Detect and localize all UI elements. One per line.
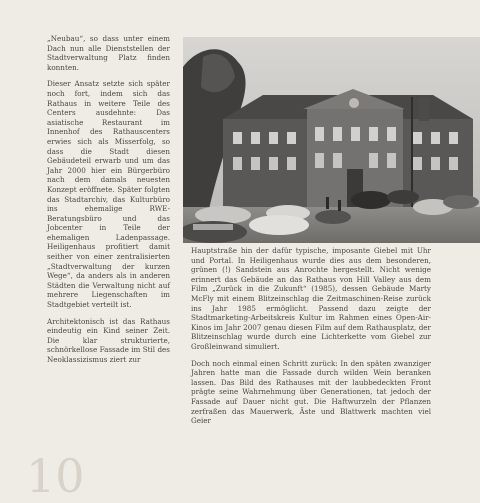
paragraph: Dieser Ansatz setzte sich später noch fort, indem sich das Rathaus in weitere Teile des Centers ausdehnte: Das asiatische Restaurant im Innenhof des Rathauscenters erwies sich als Misserfolg, so dass die Stadt diesen Gebäudeteil erwarb und um das Jahr 2000 hier ein Bürgerbüro nach dem damals neuesten Konzept eröffnete. Später folgten das Stadtarchiv, das Kulturbüro ins ehemalige RWE-Beratungsbüro und das Jobcenter in Teile der ehemaligen Ladenpassage. Heiligenhaus profitiert damit seither von einer zentralisierten „Stadtverwaltung der kurzen Wege“, da anders als in anderen Städten die Verwaltung nicht auf mehrere Liegenschaften im Stadtgebiet verteilt ist. [47, 79, 170, 310]
paragraph: Doch noch einmal einen Schritt zurück: In den späten zwanziger Jahren hatte man die Fassade durch wilden Wein beranken lassen. Das Bild des Rathauses mit der laubbedeckten Front prägte seine Wahrnehmung über Generationen, tat jedoch der Fassade auf Dauer nicht gut. Die Haftwurzeln der Pflanzen zerfraßen das Mauerwerk, Äste und Blattwerk machten viel Geier [191, 358, 431, 426]
paragraph: Architektonisch ist das Rathaus eindeutig ein Kind seiner Zeit. Die klar strukturierte, schnörkellose Fassade im Stil des Neoklassizismus ziert zur [47, 316, 170, 364]
page-number: 10 [26, 449, 85, 503]
paragraph: Hauptstraße hin der dafür typische, imposante Giebel mit Uhr und Portal. In Heiligenhaus wurde dies aus dem besonderen, grünen (!) Sandstein aus Anrochte hergestellt. Nicht wenige erinnert das Gebäude an das Rathaus von Hill Valley aus dem Film „Zurück in die Zukunft“ (1985), dessen Gebäude Marty McFly mit einem Blitzeinschlag die Zeitmaschinen-Reise zurück ins Jahr 1985 ermöglicht. Passend dazu zeigte der Stadtmarketing-Arbeitskreis Kultur im Rahmen eines Open-Air-Kinos im Jahr 2007 genau diesen Film auf dem Rathausplatz, der Blitzeinschlag wurde durch eine Lichterkette vom Giebel zur Großleinwand simuliert. [191, 246, 431, 351]
left-text-column [47, 34, 170, 372]
paragraph: „Neubau“, so dass unter einem Dach nun alle Dienststellen der Stadtverwaltung Platz finden konnten. [47, 34, 170, 72]
right-text-column [191, 246, 431, 433]
town-hall-photo [183, 37, 480, 243]
